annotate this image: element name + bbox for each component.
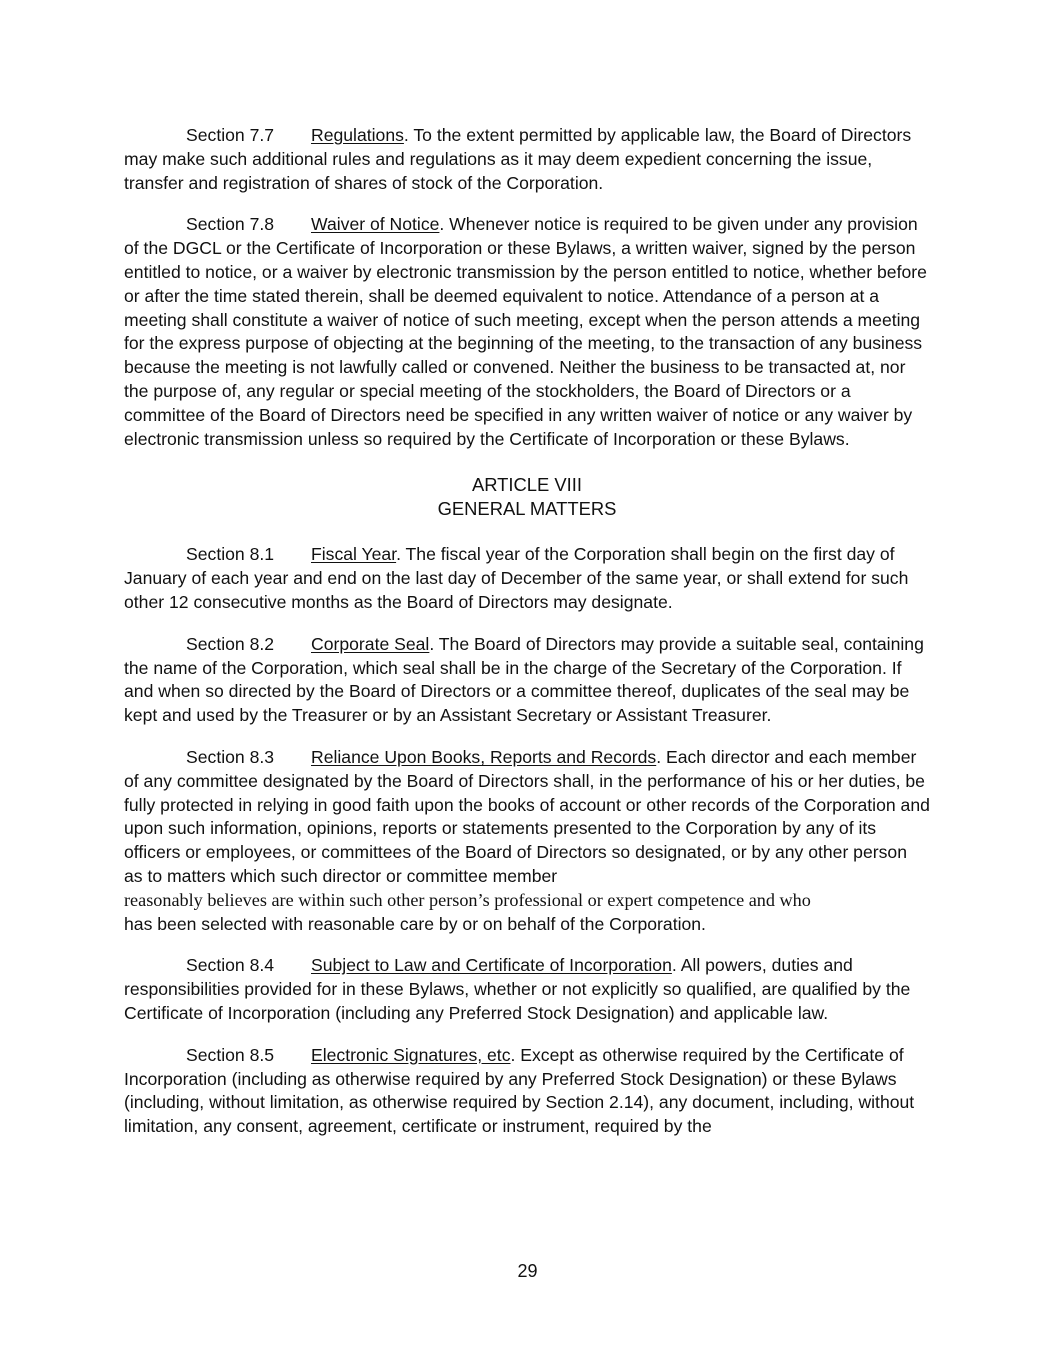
section-7-8: [124, 213, 930, 451]
section-body: . Each director and each member of any committee designated by the Board of Directors shall, in the performance of his or her duties, be fully protected in relying in good faith upon the books of account or other records of the Corporation and upon such information, opinions, reports or statements presented to the Corporation by any of its officers or employees, or committees of the Board of Directors so designated, or by any other person as to matters which such director or committee member: [124, 746, 930, 886]
section-8-5: [124, 1044, 930, 1139]
section-title: Regulations: [311, 125, 404, 145]
section-body: . The Board of Directors may provide a suitable seal, containing the name of the Corporation, which seal shall be in the charge of the Secretary of the Corporation. If and when so directed by the Board of Directors or a committee thereof, duplicates of the seal may be kept and used by the Treasurer or by an Assistant Secretary or Assistant Treasurer.: [124, 633, 924, 726]
section-body: . To the extent permitted by applicable law, the Board of Directors may make such additional rules and regulations as it may deem expedient concerning the issue, transfer and registration of shares of stock of the Corporation.: [124, 125, 912, 193]
document-page: [124, 124, 930, 1157]
article-subheading: GENERAL MATTERS: [437, 498, 617, 520]
article-heading-block: [124, 473, 930, 521]
section-title: Waiver of Notice: [311, 214, 440, 235]
page-number: 29: [517, 1261, 538, 1281]
section-title: Fiscal Year: [311, 544, 397, 565]
section-number: Section 8.3: [186, 746, 275, 767]
section-8-4: [124, 954, 930, 1025]
section-body: . Except as otherwise required by the Certificate of Incorporation (including as otherwise required by any Preferred Stock Designation) or these Bylaws (including, without limitation, as otherwise required by Section 2.14), any document, including, without limitation, any consent, agreement, certificate or instrument, required by the: [124, 1044, 915, 1137]
section-number: Section 7.7: [186, 125, 275, 145]
section-number: Section 8.2: [186, 633, 275, 654]
section-7-7: [124, 124, 930, 195]
section-title: Corporate Seal: [311, 633, 430, 654]
section-8-2: [124, 633, 930, 728]
article-heading: ARTICLE VIII: [471, 474, 583, 496]
section-title: Electronic Signatures, etc: [311, 1044, 511, 1065]
section-body: . All powers, duties and responsibilities provided for in these Bylaws, whether or not explicitly so qualified, are qualified by the Certificate of Incorporation (including any Preferred Stock Designation) and applicable law.: [124, 955, 911, 1023]
section-title: Reliance Upon Books, Reports and Records: [311, 746, 657, 767]
section-8-3: [124, 746, 930, 936]
section-number: Section 8.5: [186, 1044, 275, 1065]
section-number: Section 8.1: [186, 544, 275, 565]
section-number: Section 8.4: [186, 955, 275, 976]
section-body-serif-line: reasonably believes are within such other person’s professional or expert competence and who: [124, 889, 811, 910]
section-body: . Whenever notice is required to be given under any provision of the DGCL or the Certificate of Incorporation or these Bylaws, a written waiver, signed by the person entitled to notice, or a waiver by electronic transmission by the person entitled to notice, whether before or after the time stated therein, shall be deemed equivalent to notice. Attendance of a person at a meeting shall constitute a waiver of notice of such meeting, except when the person attends a meeting for the express purpose of objecting at the beginning of the meeting, to the transaction of any business because the meeting is not lawfully called or convened. Neither the business to be transacted at, nor the purpose of, any regular or special meeting of the stockholders, the Board of Directors or a committee of the Board of Directors need be specified in any written waiver of notice or any waiver by electronic transmission unless so required by the Certificate of Incorporation or these Bylaws.: [124, 214, 927, 449]
section-8-1: [124, 543, 930, 614]
section-body-last-line: has been selected with reasonable care by or on behalf of the Corporation.: [124, 913, 706, 934]
section-number: Section 7.8: [186, 214, 275, 235]
section-title: Subject to Law and Certificate of Incorporation: [311, 955, 672, 976]
section-body: . The fiscal year of the Corporation shall begin on the first day of January of each year and end on the last day of December of the same year, or shall extend for such other 12 consecutive months as the Board of Directors may designate.: [124, 544, 909, 612]
